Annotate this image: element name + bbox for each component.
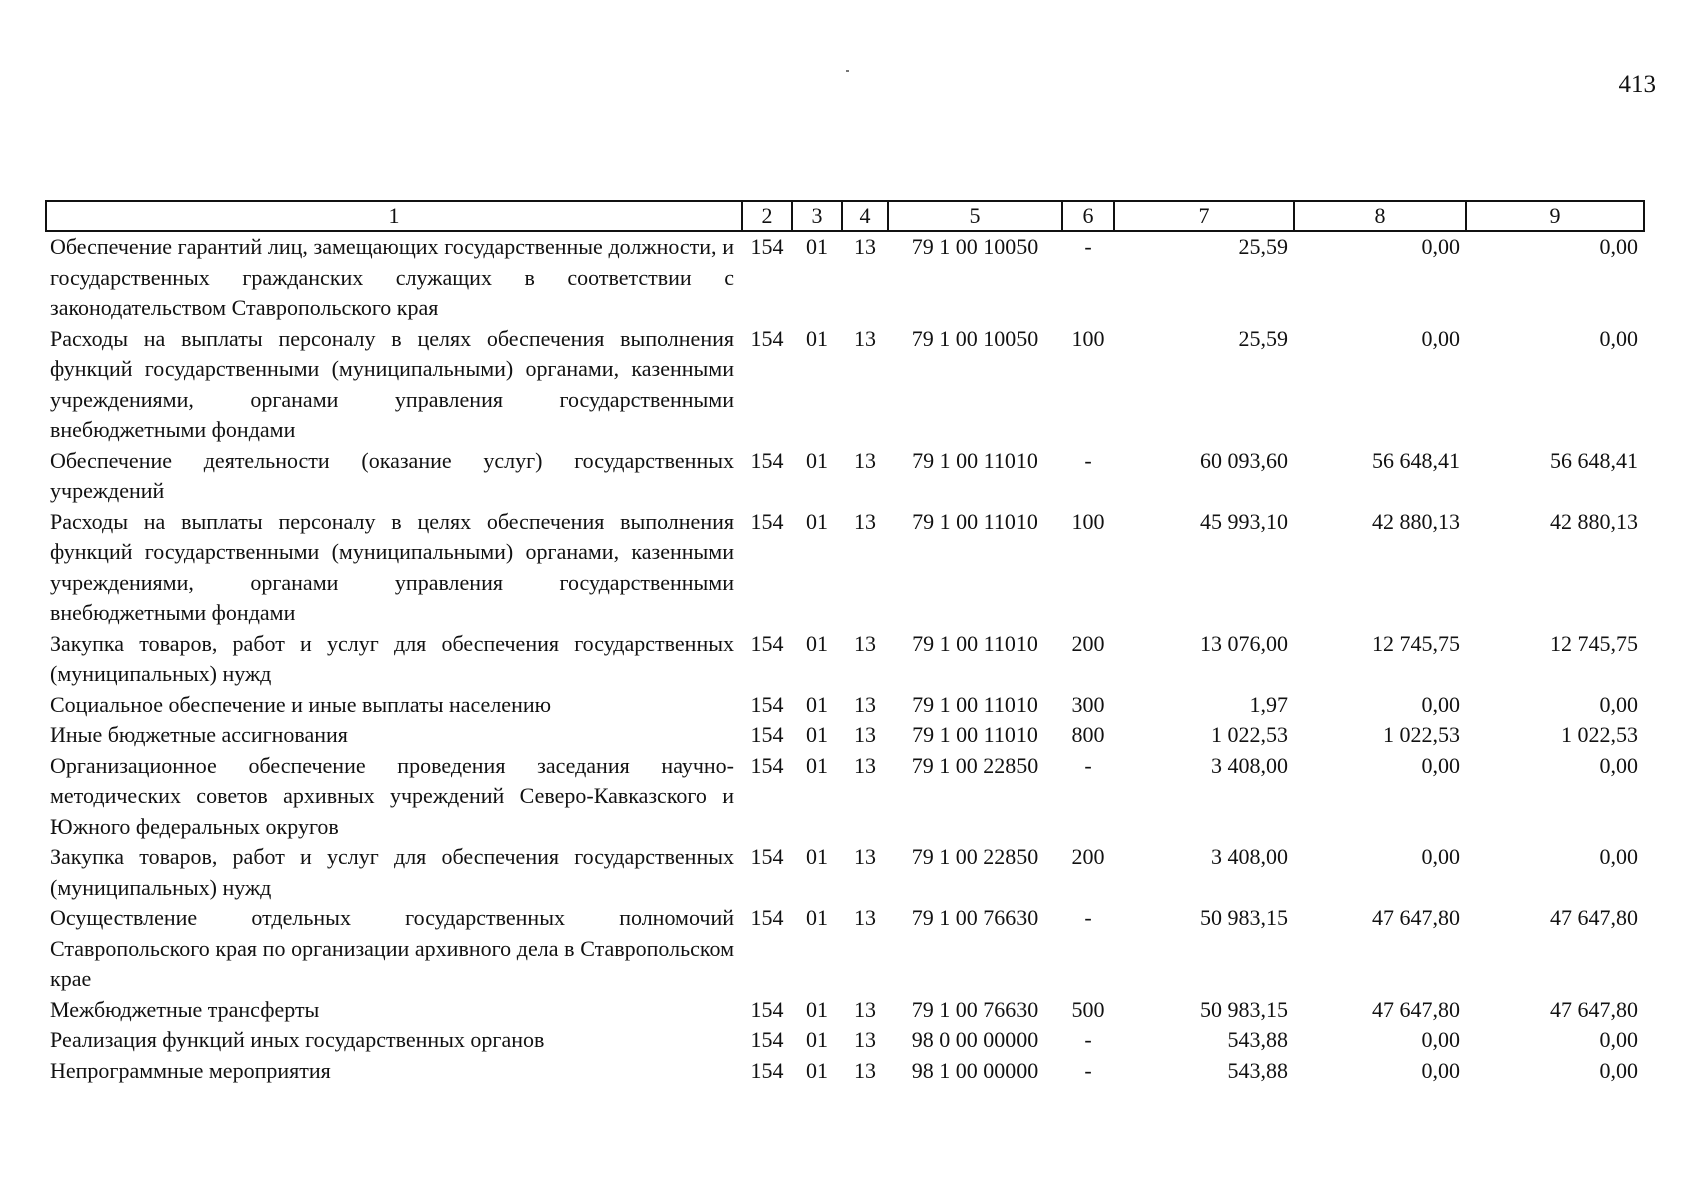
row-name: Расходы на выплаты персоналу в целях обеспечения выполнения функций государственными (муниципальными) органами, казенными учреждениями, органами управления государственными внебюджетными фондами: [50, 325, 734, 442]
cell-section: 01: [806, 630, 828, 656]
scan-speck: [846, 70, 849, 72]
cell-amount-col8: 0,00: [1421, 844, 1460, 869]
cell-target-article: 79 1 00 10050: [911, 325, 1039, 351]
cell-target-article: 79 1 00 10050: [911, 234, 1039, 259]
cell-amount-col9: 47 647,80: [1550, 905, 1638, 930]
row-name: Обеспечение деятельности (оказание услуг) государственных учреждений: [50, 447, 734, 503]
cell-amount-col9: 0,00: [1599, 752, 1638, 778]
table-row: [46, 690, 1644, 721]
cell-target-article: 79 1 00 11010: [912, 447, 1038, 473]
cell-section: 01: [806, 844, 828, 869]
cell-amount-col8: 0,00: [1421, 234, 1460, 259]
cell-amount-col9: 0,00: [1599, 691, 1638, 717]
row-name: Организационное обеспечение проведения заседания научно-методических советов архивных учреждений Северо-Кавказского и Южного федеральных округов: [50, 752, 734, 839]
cell-amount-col8: 0,00: [1421, 752, 1460, 778]
cell-amount-col9: 42 880,13: [1550, 508, 1638, 534]
cell-ministry-code: 154: [750, 1057, 784, 1083]
cell-section: 01: [806, 325, 828, 351]
table-row: [46, 446, 1644, 507]
cell-subsection: 13: [854, 1027, 876, 1052]
cell-amount-col8: 0,00: [1421, 325, 1460, 351]
cell-amount-col7: 3 408,00: [1211, 752, 1288, 778]
table-row: [46, 720, 1644, 751]
cell-target-article: 79 1 00 76630: [911, 905, 1039, 930]
cell-subsection: 13: [854, 844, 876, 869]
row-name: Иные бюджетные ассигнования: [50, 722, 348, 747]
cell-target-article: 79 1 00 22850: [911, 752, 1039, 778]
table-row: [46, 1025, 1644, 1056]
column-header-9: 9: [1466, 201, 1644, 231]
cell-expense-type: 100: [1071, 508, 1105, 534]
cell-subsection: 13: [854, 722, 876, 747]
row-name: Закупка товаров, работ и услуг для обеспечения государственных (муниципальных) нужд: [50, 844, 734, 900]
column-header-3: 3: [792, 201, 842, 231]
row-name: Реализация функций иных государственных органов: [50, 1027, 545, 1052]
cell-target-article: 79 1 00 76630: [911, 996, 1039, 1022]
column-header-8: 8: [1294, 201, 1466, 231]
cell-ministry-code: 154: [750, 844, 784, 869]
cell-amount-col9: 0,00: [1599, 234, 1638, 259]
cell-expense-type: -: [1084, 1057, 1092, 1083]
row-name: Осуществление отдельных государственных полномочий Ставропольского края по организации архивного дела в Ставропольском крае: [50, 905, 734, 991]
column-header-6: 6: [1062, 201, 1114, 231]
cell-amount-col7: 60 093,60: [1200, 447, 1288, 473]
page-number: 413: [1618, 71, 1656, 98]
table-row: [46, 231, 1644, 324]
row-name: Межбюджетные трансферты: [50, 996, 320, 1022]
cell-amount-col8: 0,00: [1421, 691, 1460, 717]
table-row: [46, 1056, 1644, 1087]
cell-ministry-code: 154: [750, 234, 784, 259]
cell-ministry-code: 154: [750, 508, 784, 534]
cell-subsection: 13: [854, 325, 876, 351]
cell-section: 01: [806, 1027, 828, 1052]
cell-section: 01: [806, 447, 828, 473]
cell-expense-type: 500: [1071, 996, 1105, 1022]
header-row: [46, 201, 1644, 231]
table-row: [46, 995, 1644, 1026]
cell-subsection: 13: [854, 1057, 876, 1083]
cell-subsection: 13: [854, 996, 876, 1022]
table-row: [46, 507, 1644, 629]
cell-amount-col7: 543,88: [1227, 1027, 1288, 1052]
cell-section: 01: [806, 691, 828, 717]
cell-amount-col7: 50 983,15: [1200, 996, 1288, 1022]
cell-ministry-code: 154: [750, 996, 784, 1022]
cell-amount-col9: 0,00: [1599, 325, 1638, 351]
cell-section: 01: [806, 234, 828, 259]
cell-amount-col9: 0,00: [1599, 1057, 1638, 1083]
cell-expense-type: -: [1084, 1027, 1092, 1052]
cell-amount-col7: 50 983,15: [1200, 905, 1288, 930]
cell-amount-col8: 1 022,53: [1383, 722, 1460, 747]
cell-section: 01: [806, 508, 828, 534]
cell-amount-col9: 0,00: [1599, 844, 1638, 869]
table-row: [46, 324, 1644, 446]
cell-ministry-code: 154: [750, 691, 784, 717]
cell-subsection: 13: [854, 630, 876, 656]
cell-section: 01: [806, 752, 828, 778]
cell-amount-col8: 42 880,13: [1372, 508, 1460, 534]
cell-amount-col7: 25,59: [1238, 325, 1288, 351]
table-body: [46, 231, 1644, 1086]
cell-amount-col9: 56 648,41: [1550, 447, 1638, 473]
cell-amount-col7: 1,97: [1249, 691, 1288, 717]
cell-target-article: 79 1 00 11010: [912, 722, 1038, 747]
cell-expense-type: 200: [1071, 844, 1105, 869]
cell-expense-type: 200: [1071, 630, 1105, 656]
cell-subsection: 13: [854, 752, 876, 778]
cell-subsection: 13: [854, 234, 876, 259]
cell-amount-col9: 1 022,53: [1561, 722, 1638, 747]
cell-amount-col8: 0,00: [1421, 1027, 1460, 1052]
cell-amount-col9: 47 647,80: [1550, 996, 1638, 1022]
cell-section: 01: [806, 1057, 828, 1083]
table-row: [46, 842, 1644, 903]
cell-amount-col7: 13 076,00: [1200, 630, 1288, 656]
row-name: Расходы на выплаты персоналу в целях обеспечения выполнения функций государственными (муниципальными) органами, казенными учреждениями, органами управления государственными внебюджетными фондами: [50, 508, 734, 625]
cell-ministry-code: 154: [750, 325, 784, 351]
cell-amount-col8: 47 647,80: [1372, 996, 1460, 1022]
cell-target-article: 98 1 00 00000: [911, 1057, 1039, 1083]
cell-amount-col9: 12 745,75: [1550, 630, 1638, 656]
cell-target-article: 79 1 00 11010: [912, 508, 1038, 534]
cell-amount-col7: 25,59: [1238, 234, 1288, 259]
column-header-1: 1: [46, 201, 742, 231]
row-name: Непрограммные мероприятия: [50, 1057, 331, 1083]
cell-target-article: 79 1 00 22850: [911, 844, 1039, 869]
cell-expense-type: 300: [1071, 691, 1105, 717]
table-row: [46, 903, 1644, 995]
cell-expense-type: -: [1084, 752, 1092, 778]
cell-subsection: 13: [854, 905, 876, 930]
cell-amount-col8: 47 647,80: [1372, 905, 1460, 930]
table-row: [46, 751, 1644, 843]
cell-section: 01: [806, 722, 828, 747]
cell-ministry-code: 154: [750, 630, 784, 656]
cell-subsection: 13: [854, 508, 876, 534]
column-header-7: 7: [1114, 201, 1294, 231]
cell-ministry-code: 154: [750, 447, 784, 473]
cell-amount-col7: 3 408,00: [1211, 844, 1288, 869]
cell-amount-col7: 45 993,10: [1200, 508, 1288, 534]
cell-target-article: 98 0 00 00000: [911, 1027, 1039, 1052]
cell-expense-type: -: [1084, 447, 1092, 473]
budget-table-container: [45, 200, 1643, 1086]
cell-target-article: 79 1 00 11010: [912, 630, 1038, 656]
cell-expense-type: -: [1084, 234, 1092, 259]
cell-expense-type: -: [1084, 905, 1092, 930]
cell-expense-type: 100: [1071, 325, 1105, 351]
row-name: Социальное обеспечение и иные выплаты населению: [50, 691, 552, 717]
cell-expense-type: 800: [1071, 722, 1105, 747]
cell-amount-col8: 12 745,75: [1372, 630, 1460, 656]
cell-subsection: 13: [854, 691, 876, 717]
row-name: Обеспечение гарантий лиц, замещающих государственные должности, и государственных гражданских служащих в соответствии с законодательством Ставропольского края: [50, 234, 734, 320]
column-header-5: 5: [888, 201, 1062, 231]
cell-section: 01: [806, 996, 828, 1022]
column-header-4: 4: [842, 201, 888, 231]
cell-section: 01: [806, 905, 828, 930]
cell-ministry-code: 154: [750, 722, 784, 747]
cell-ministry-code: 154: [750, 752, 784, 778]
column-header-2: 2: [742, 201, 792, 231]
table-row: [46, 629, 1644, 690]
cell-target-article: 79 1 00 11010: [912, 691, 1038, 717]
cell-amount-col8: 56 648,41: [1372, 447, 1460, 473]
budget-table: [45, 200, 1645, 1086]
cell-amount-col8: 0,00: [1421, 1057, 1460, 1083]
row-name: Закупка товаров, работ и услуг для обеспечения государственных (муниципальных) нужд: [50, 630, 734, 686]
cell-amount-col7: 1 022,53: [1211, 722, 1288, 747]
cell-subsection: 13: [854, 447, 876, 473]
cell-ministry-code: 154: [750, 905, 784, 930]
cell-ministry-code: 154: [750, 1027, 784, 1052]
cell-amount-col7: 543,88: [1227, 1057, 1288, 1083]
cell-amount-col9: 0,00: [1599, 1027, 1638, 1052]
